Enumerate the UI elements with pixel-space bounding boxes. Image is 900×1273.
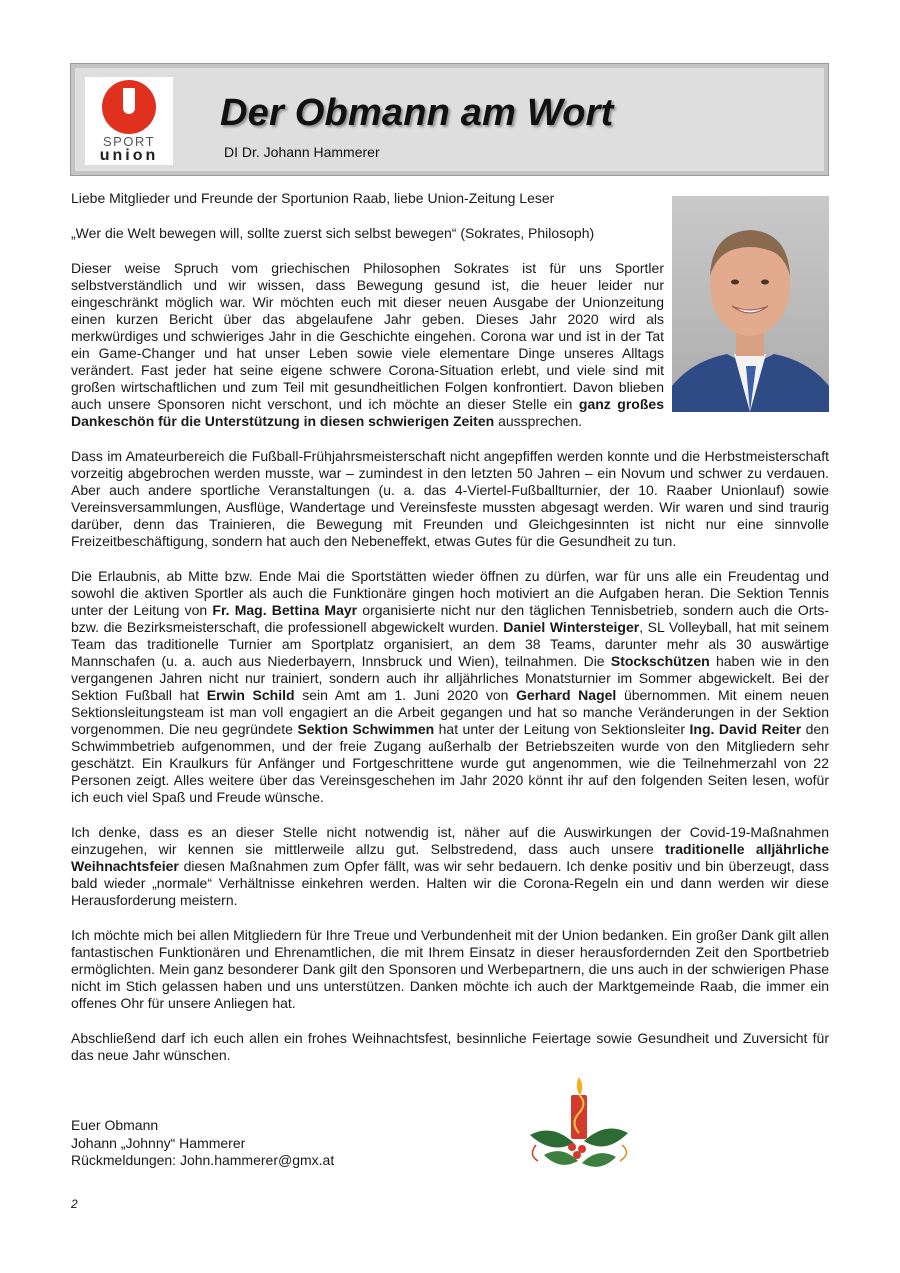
paragraph-greeting [71, 190, 664, 207]
text-segment: Abschließend darf ich euch allen ein frohes Weihnachtsfest, besinnliche Feiertage sowie Gesundheit und Zuversicht für das neue Jahr wünschen. [71, 1030, 829, 1063]
emphasized-text: Ing. David Reiter [689, 721, 802, 737]
paragraph-quote [71, 225, 664, 242]
emphasized-text: ganz großes Dankeschön für die Unterstützung in diesen schwierigen Zeiten [71, 396, 664, 429]
paragraph-thanks [71, 927, 829, 1012]
logo-union-text: union [99, 147, 159, 164]
christmas-candle-decoration [522, 1073, 636, 1177]
text-segment: Ich möchte mich bei allen Mitgliedern für Ihre Treue und Verbundenheit mit der Union bedanken. Ein großer Dank gilt allen fantastischen Funktionären und Ehrenamtlichen, die mit Ihrem Einsatz in dieser herausfordernden Zeit den Sportbetrieb ermöglichten. Mein ganz besonderer Dank gilt den Sponsoren und Werbepartnern, die uns auch in der schwierigen Phase nicht im Stich gelassen haben und uns unterstützen. Danken möchte ich auch der Marktgemeinde Raab, die immer ein offenes Ohr für unsere Anliegen hat. [71, 927, 829, 1011]
paragraph-sections [71, 568, 829, 806]
emphasized-text: Gerhard Nagel [516, 687, 617, 703]
text-segment: Dieser weise Spruch vom griechischen Philosophen Sokrates ist für uns Sportler selbstverständlich und wir wissen, dass Bewegung gesund ist, die heuer leider nur eingeschränkt möglich war. Wir möchten euch mit dieser neuen Ausgabe der Unionzeitung einen kurzen Bericht über das abgelaufene Jahr geben. Dieses Jahr 2020 wird als merkwürdiges und schwieriges Jahr in die Geschichte eingehen. Corona war und ist in der Tat ein Game-Changer und hat unser Leben sowie viele elementare Dinge unseres Alltags verändert. Fast jeder hat seine eigene schwere Corona-Situation erlebt, und viele sind mit großen wirtschaftlichen und zum Teil mit gesundheitlichen Folgen konfrontiert. Davon blieben auch unsere Sponsoren nicht verschont, und ich möchte an dieser Stelle ein [71, 260, 664, 412]
page-number: 2 [71, 1197, 78, 1211]
text-segment: , SL Volleyball, hat mit seinem Team das traditionelle Turnier am Sportplatz organisiert, an dem 38 Teams, darunter mehr als 30 auswärtige Mannschafen (u. a. auch aus Niederbayern, Innsbruck und Wien), teilnahmen. Die [71, 619, 830, 669]
text-segment: hat unter der Leitung von Sektionsleiter [434, 721, 690, 737]
text-segment: Die Erlaubnis, ab Mitte bzw. Ende Mai die Sportstätten wieder öffnen zu dürfen, war für uns alle ein Freudentag und sowohl die aktiven Sportler als auch die Funktionäre gingen hoch motiviert an die Aufgaben heran. Die Sektion Tennis unter der Leitung von [71, 568, 829, 618]
text-segment: Liebe Mitglieder und Freunde der Sportunion Raab, liebe Union-Zeitung Leser [71, 190, 555, 206]
page-title: Der Obmann am Wort [220, 92, 614, 134]
article-body [71, 190, 829, 1082]
text-segment: den Schwimmbetrieb aufgenommen, und der freie Zugang außerhalb der Betriebszeiten wurde von den Mitgliedern sehr geschätzt. Ein Kraulkurs für Anfänger und Fortgeschrittene wurde gut angenommen, wie die Teilnehmerzahl von 22 Personen zeigt. Alles weitere über das Vereinsgeschehen im Jahr 2020 könnt ihr auf den folgenden Seiten lesen, wofür ich euch viel Spaß und Freude wünsche. [71, 721, 829, 805]
signature-line-3: Rückmeldungen: John.hammerer@gmx.at [71, 1152, 335, 1168]
signature-line-2: Johann „Johnny“ Hammerer [71, 1134, 246, 1151]
logo-u-icon [102, 80, 156, 134]
logo-sport-text: SPORT [102, 134, 156, 149]
emphasized-text: Stockschützen [610, 653, 710, 669]
emphasized-text: Erwin Schild [206, 687, 295, 703]
text-segment: übernommen. Mit einem neuen Sektionsleitungsteam ist man voll engagiert an die Arbeit gegangen und hat so manche Veränderungen in der Sektion vorgenommen. Die neu gegründete [71, 687, 829, 737]
candle-icon [522, 1073, 636, 1177]
paragraph-covid [71, 824, 829, 909]
paragraph-intro [71, 260, 664, 430]
text-segment: Ich denke, dass es an dieser Stelle nicht notwendig ist, näher auf die Auswirkungen der Covid-19-Maßnahmen einzugehen, wir kennen sie mittlerweile allzu gut. Selbstredend, dass auch unsere [71, 824, 829, 857]
paragraph-closing [71, 1030, 829, 1064]
paragraph-cancellations [71, 448, 829, 550]
text-segment: haben wie in den vergangenen Jahren nicht nur trainiert, sondern auch ihr alljährliches Monatsturnier im Sommer abgewickelt. Bei der Sektion Fußball hat [71, 653, 829, 703]
text-segment: aussprechen. [494, 413, 583, 429]
signature-block [71, 1117, 334, 1170]
signature-line-1: Euer Obmann [71, 1117, 159, 1133]
text-segment: Dass im Amateurbereich die Fußball-Frühjahrsmeisterschaft nicht angepfiffen werden konnte und die Herbstmeisterschaft vorzeitig abgebrochen werden musste, war – zumindest in den letzten 50 Jahren – ein Novum und schwer zu verdauen. Aber auch andere sportliche Veranstaltungen (u. a. das 4-Viertel-Fußballturnier, der 10. Raaber Unionlauf) sowie Vereinsversammlungen, Ausflüge, Wandertage und Vereinsfeste mussten abgesagt werden. Wir waren und sind traurig darüber, denn das Trainieren, die Bewegung mit Freunden und Gleichgesinnten ist nicht nur eine sinnvolle Freizeitbeschäftigung, sondern hat auch den Nebeneffekt, etwas Gutes für die Gesundheit zu tun. [71, 448, 829, 549]
text-segment: sein Amt am 1. Juni 2020 von [294, 687, 517, 703]
header-banner [71, 64, 828, 175]
text-segment: organisierte nicht nur den täglichen Tennisbetrieb, sondern auch die Orts- bzw. die Bezirksmeisterschaft, die professionell abgewickelt wurden. [71, 602, 829, 635]
emphasized-text: Daniel Wintersteiger [503, 619, 640, 635]
sportunion-logo [85, 77, 173, 165]
emphasized-text: Sektion Schwimmen [297, 721, 435, 737]
emphasized-text: Fr. Mag. Bettina Mayr [212, 602, 358, 618]
text-segment: „Wer die Welt bewegen will, sollte zuerst sich selbst bewegen“ (Sokrates, Philosoph) [71, 225, 595, 241]
emphasized-text: traditionelle alljährliche Weihnachtsfeier [71, 841, 829, 874]
author-subtitle: DI Dr. Johann Hammerer [224, 144, 380, 160]
text-segment: diesen Maßnahmen zum Opfer fällt, was wir sehr bedauern. Ich denke positiv und bin überzeugt, dass bald wieder „normale“ Verhältnisse einkehren werden. Halten wir die Corona-Regeln ein und dann werden wir diese Herausforderung meistern. [71, 858, 829, 908]
